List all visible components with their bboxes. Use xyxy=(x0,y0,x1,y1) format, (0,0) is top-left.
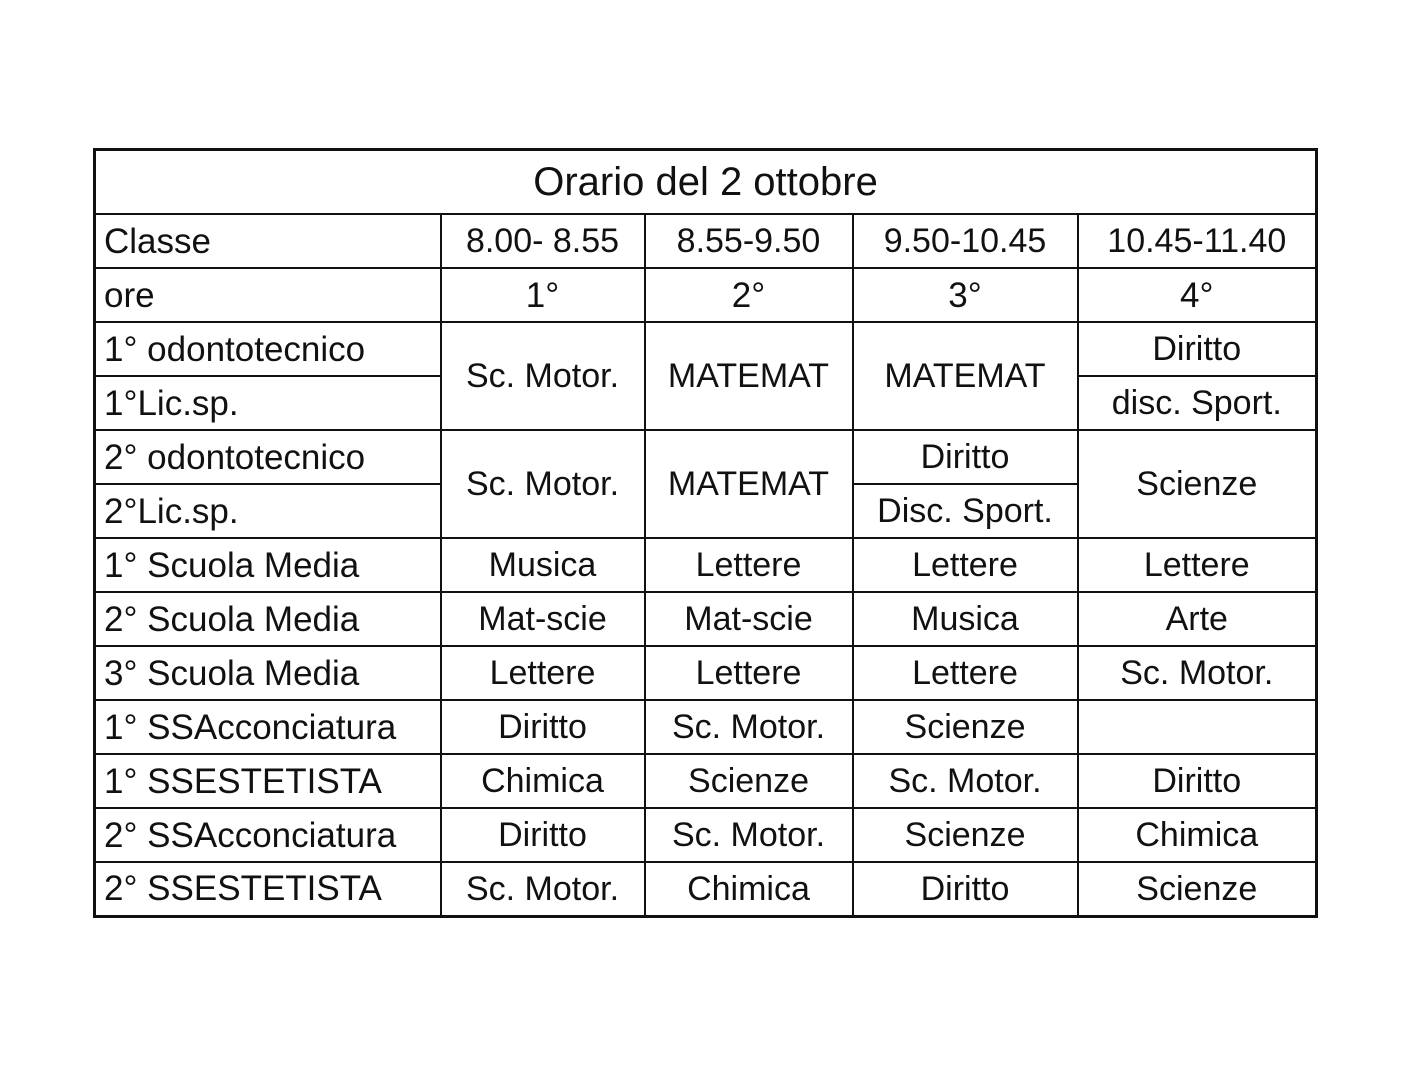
lesson-cell: Diritto xyxy=(441,700,645,754)
hour-4: 4° xyxy=(1078,268,1317,322)
header-row-times xyxy=(95,214,1317,268)
time-slot-2: 8.55-9.50 xyxy=(645,214,853,268)
lesson-cell xyxy=(1078,700,1317,754)
class-name: 1° SSESTETISTA xyxy=(95,754,441,808)
table-row xyxy=(95,430,1317,484)
lesson-cell: MATEMAT xyxy=(645,322,853,430)
lesson-cell: Chimica xyxy=(1078,808,1317,862)
hour-2: 2° xyxy=(645,268,853,322)
lesson-cell: Diritto xyxy=(441,808,645,862)
lesson-cell: Scienze xyxy=(1078,862,1317,916)
lesson-cell: Diritto xyxy=(1078,754,1317,808)
lesson-cell: Diritto xyxy=(1078,322,1317,376)
class-name: 2°Lic.sp. xyxy=(95,484,441,538)
class-name: 2° odontotecnico xyxy=(95,430,441,484)
lesson-cell: Lettere xyxy=(1078,538,1317,592)
table-row xyxy=(95,538,1317,592)
class-name: 1° Scuola Media xyxy=(95,538,441,592)
lesson-cell: MATEMAT xyxy=(645,430,853,538)
hour-1: 1° xyxy=(441,268,645,322)
lesson-cell: Lettere xyxy=(645,538,853,592)
lesson-cell: Scienze xyxy=(853,808,1078,862)
class-name: 2° SSAcconciatura xyxy=(95,808,441,862)
lesson-cell: Lettere xyxy=(853,646,1078,700)
lesson-cell: disc. Sport. xyxy=(1078,376,1317,430)
lesson-cell: Musica xyxy=(853,592,1078,646)
lesson-cell: Arte xyxy=(1078,592,1317,646)
lesson-cell: Chimica xyxy=(441,754,645,808)
lesson-cell: Sc. Motor. xyxy=(645,700,853,754)
table-row xyxy=(95,646,1317,700)
table-title: Orario del 2 ottobre xyxy=(95,150,1317,215)
time-slot-4: 10.45-11.40 xyxy=(1078,214,1317,268)
class-name: 1°Lic.sp. xyxy=(95,376,441,430)
lesson-cell: Mat-scie xyxy=(645,592,853,646)
time-slot-1: 8.00- 8.55 xyxy=(441,214,645,268)
lesson-cell: Chimica xyxy=(645,862,853,916)
hour-3: 3° xyxy=(853,268,1078,322)
lesson-cell: Scienze xyxy=(645,754,853,808)
table-row xyxy=(95,322,1317,376)
class-name: 2° SSESTETISTA xyxy=(95,862,441,916)
time-slot-3: 9.50-10.45 xyxy=(853,214,1078,268)
table-row xyxy=(95,700,1317,754)
lesson-cell: Mat-scie xyxy=(441,592,645,646)
lesson-cell: Sc. Motor. xyxy=(441,862,645,916)
lesson-cell: Sc. Motor. xyxy=(645,808,853,862)
table-row xyxy=(95,862,1317,916)
lesson-cell: Scienze xyxy=(1078,430,1317,538)
schedule-table xyxy=(93,148,1318,918)
header-row-hours xyxy=(95,268,1317,322)
table-row xyxy=(95,592,1317,646)
ore-header: ore xyxy=(95,268,441,322)
lesson-cell: Musica xyxy=(441,538,645,592)
lesson-cell: Lettere xyxy=(441,646,645,700)
classe-header: Classe xyxy=(95,214,441,268)
class-name: 1° odontotecnico xyxy=(95,322,441,376)
lesson-cell: Diritto xyxy=(853,430,1078,484)
lesson-cell: Sc. Motor. xyxy=(853,754,1078,808)
class-name: 1° SSAcconciatura xyxy=(95,700,441,754)
lesson-cell: Sc. Motor. xyxy=(441,322,645,430)
lesson-cell: Disc. Sport. xyxy=(853,484,1078,538)
lesson-cell: MATEMAT xyxy=(853,322,1078,430)
lesson-cell: Scienze xyxy=(853,700,1078,754)
class-name: 3° Scuola Media xyxy=(95,646,441,700)
lesson-cell: Lettere xyxy=(853,538,1078,592)
lesson-cell: Sc. Motor. xyxy=(441,430,645,538)
lesson-cell: Lettere xyxy=(645,646,853,700)
lesson-cell: Diritto xyxy=(853,862,1078,916)
table-row xyxy=(95,808,1317,862)
class-name: 2° Scuola Media xyxy=(95,592,441,646)
lesson-cell: Sc. Motor. xyxy=(1078,646,1317,700)
table-row xyxy=(95,754,1317,808)
